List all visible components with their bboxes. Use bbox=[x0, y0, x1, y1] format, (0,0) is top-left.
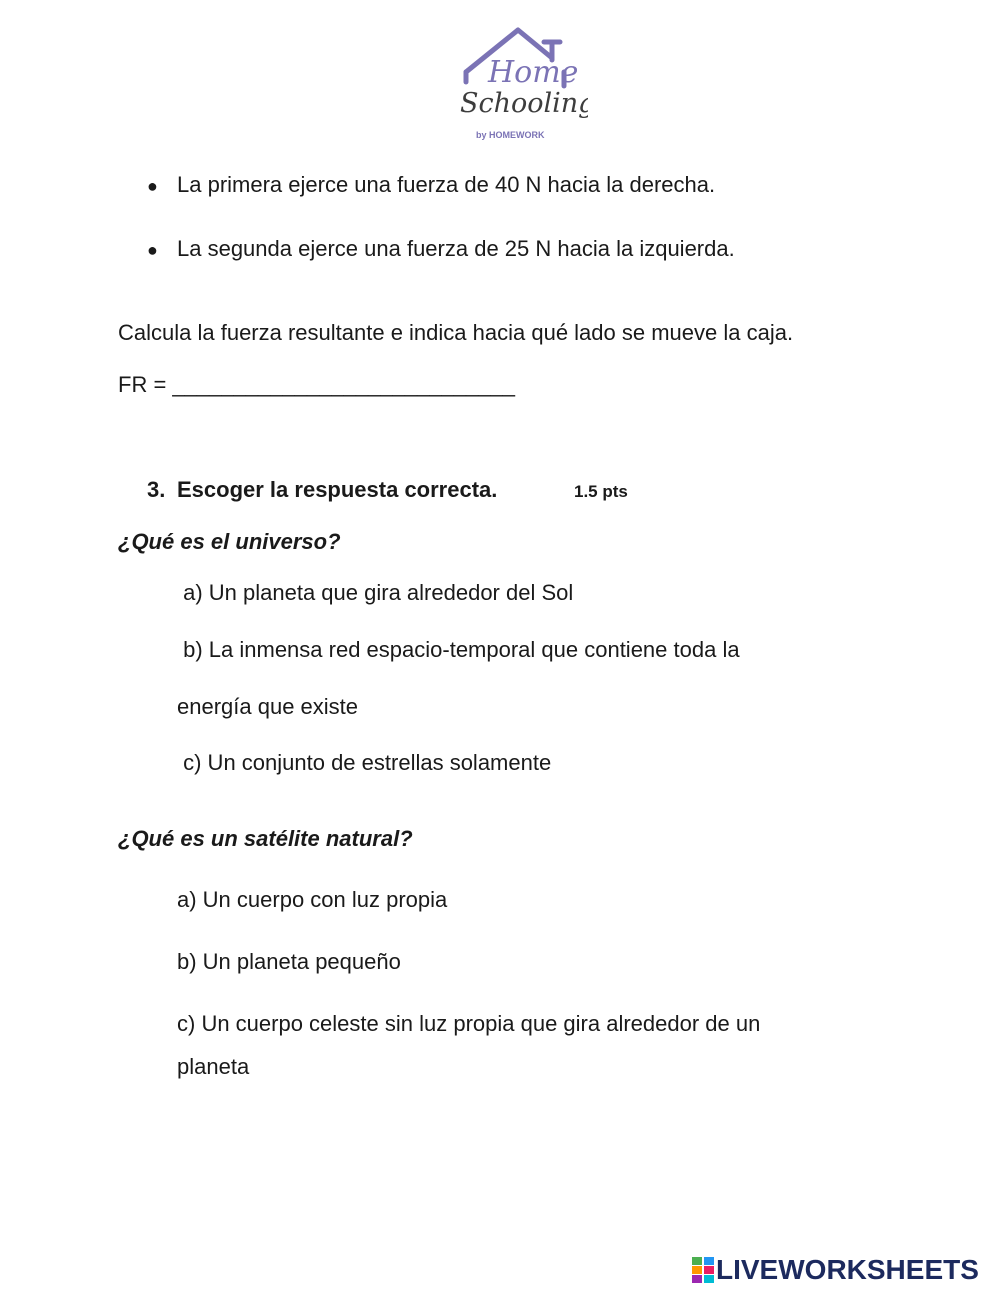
house-roof-icon bbox=[448, 24, 588, 144]
bullet-icon: ● bbox=[147, 240, 158, 260]
liveworksheets-blocks-icon bbox=[692, 1257, 716, 1283]
q2-option-c-continued[interactable]: planeta bbox=[177, 1054, 250, 1079]
q1-option-b-continued[interactable]: energía que existe bbox=[177, 694, 359, 719]
logo-by-text: by HOMEWORK bbox=[476, 130, 545, 140]
logo-top-text: Home bbox=[488, 55, 579, 90]
section-title: Escoger la respuesta correcta. bbox=[177, 477, 498, 502]
liveworksheets-logo bbox=[692, 1254, 979, 1286]
question-1: ¿Qué es el universo? bbox=[118, 529, 341, 554]
instruction-text: Calcula la fuerza resultante e indica hacia qué lado se mueve la caja. bbox=[118, 320, 794, 345]
home-schooling-logo bbox=[448, 24, 588, 144]
bullet-icon: ● bbox=[147, 176, 158, 196]
section-number: 3. bbox=[147, 477, 166, 502]
answer-blank[interactable]: ____________________________ bbox=[172, 372, 515, 397]
force-item-1: La primera ejerce una fuerza de 40 N hacia la derecha. bbox=[177, 172, 716, 197]
q1-option-c[interactable]: c) Un conjunto de estrellas solamente bbox=[177, 750, 552, 775]
q1-option-b[interactable]: b) La inmensa red espacio-temporal que contiene toda la bbox=[177, 637, 740, 662]
q2-option-c[interactable]: c) Un cuerpo celeste sin luz propia que gira alrededor de un bbox=[177, 1011, 761, 1036]
q2-option-b[interactable]: b) Un planeta pequeño bbox=[177, 949, 401, 974]
answer-line[interactable] bbox=[118, 372, 515, 398]
liveworksheets-brand: LIVEWORKSHEETS bbox=[716, 1254, 979, 1285]
q2-option-a[interactable]: a) Un cuerpo con luz propia bbox=[177, 887, 448, 912]
answer-label: FR = bbox=[118, 372, 173, 397]
question-2: ¿Qué es un satélite natural? bbox=[118, 826, 413, 851]
section-points: 1.5 pts bbox=[574, 482, 628, 501]
logo-bottom-text: Schooling bbox=[460, 88, 588, 119]
q1-option-a[interactable]: a) Un planeta que gira alrededor del Sol bbox=[177, 580, 574, 605]
force-item-2: La segunda ejerce una fuerza de 25 N hacia la izquierda. bbox=[177, 236, 735, 261]
